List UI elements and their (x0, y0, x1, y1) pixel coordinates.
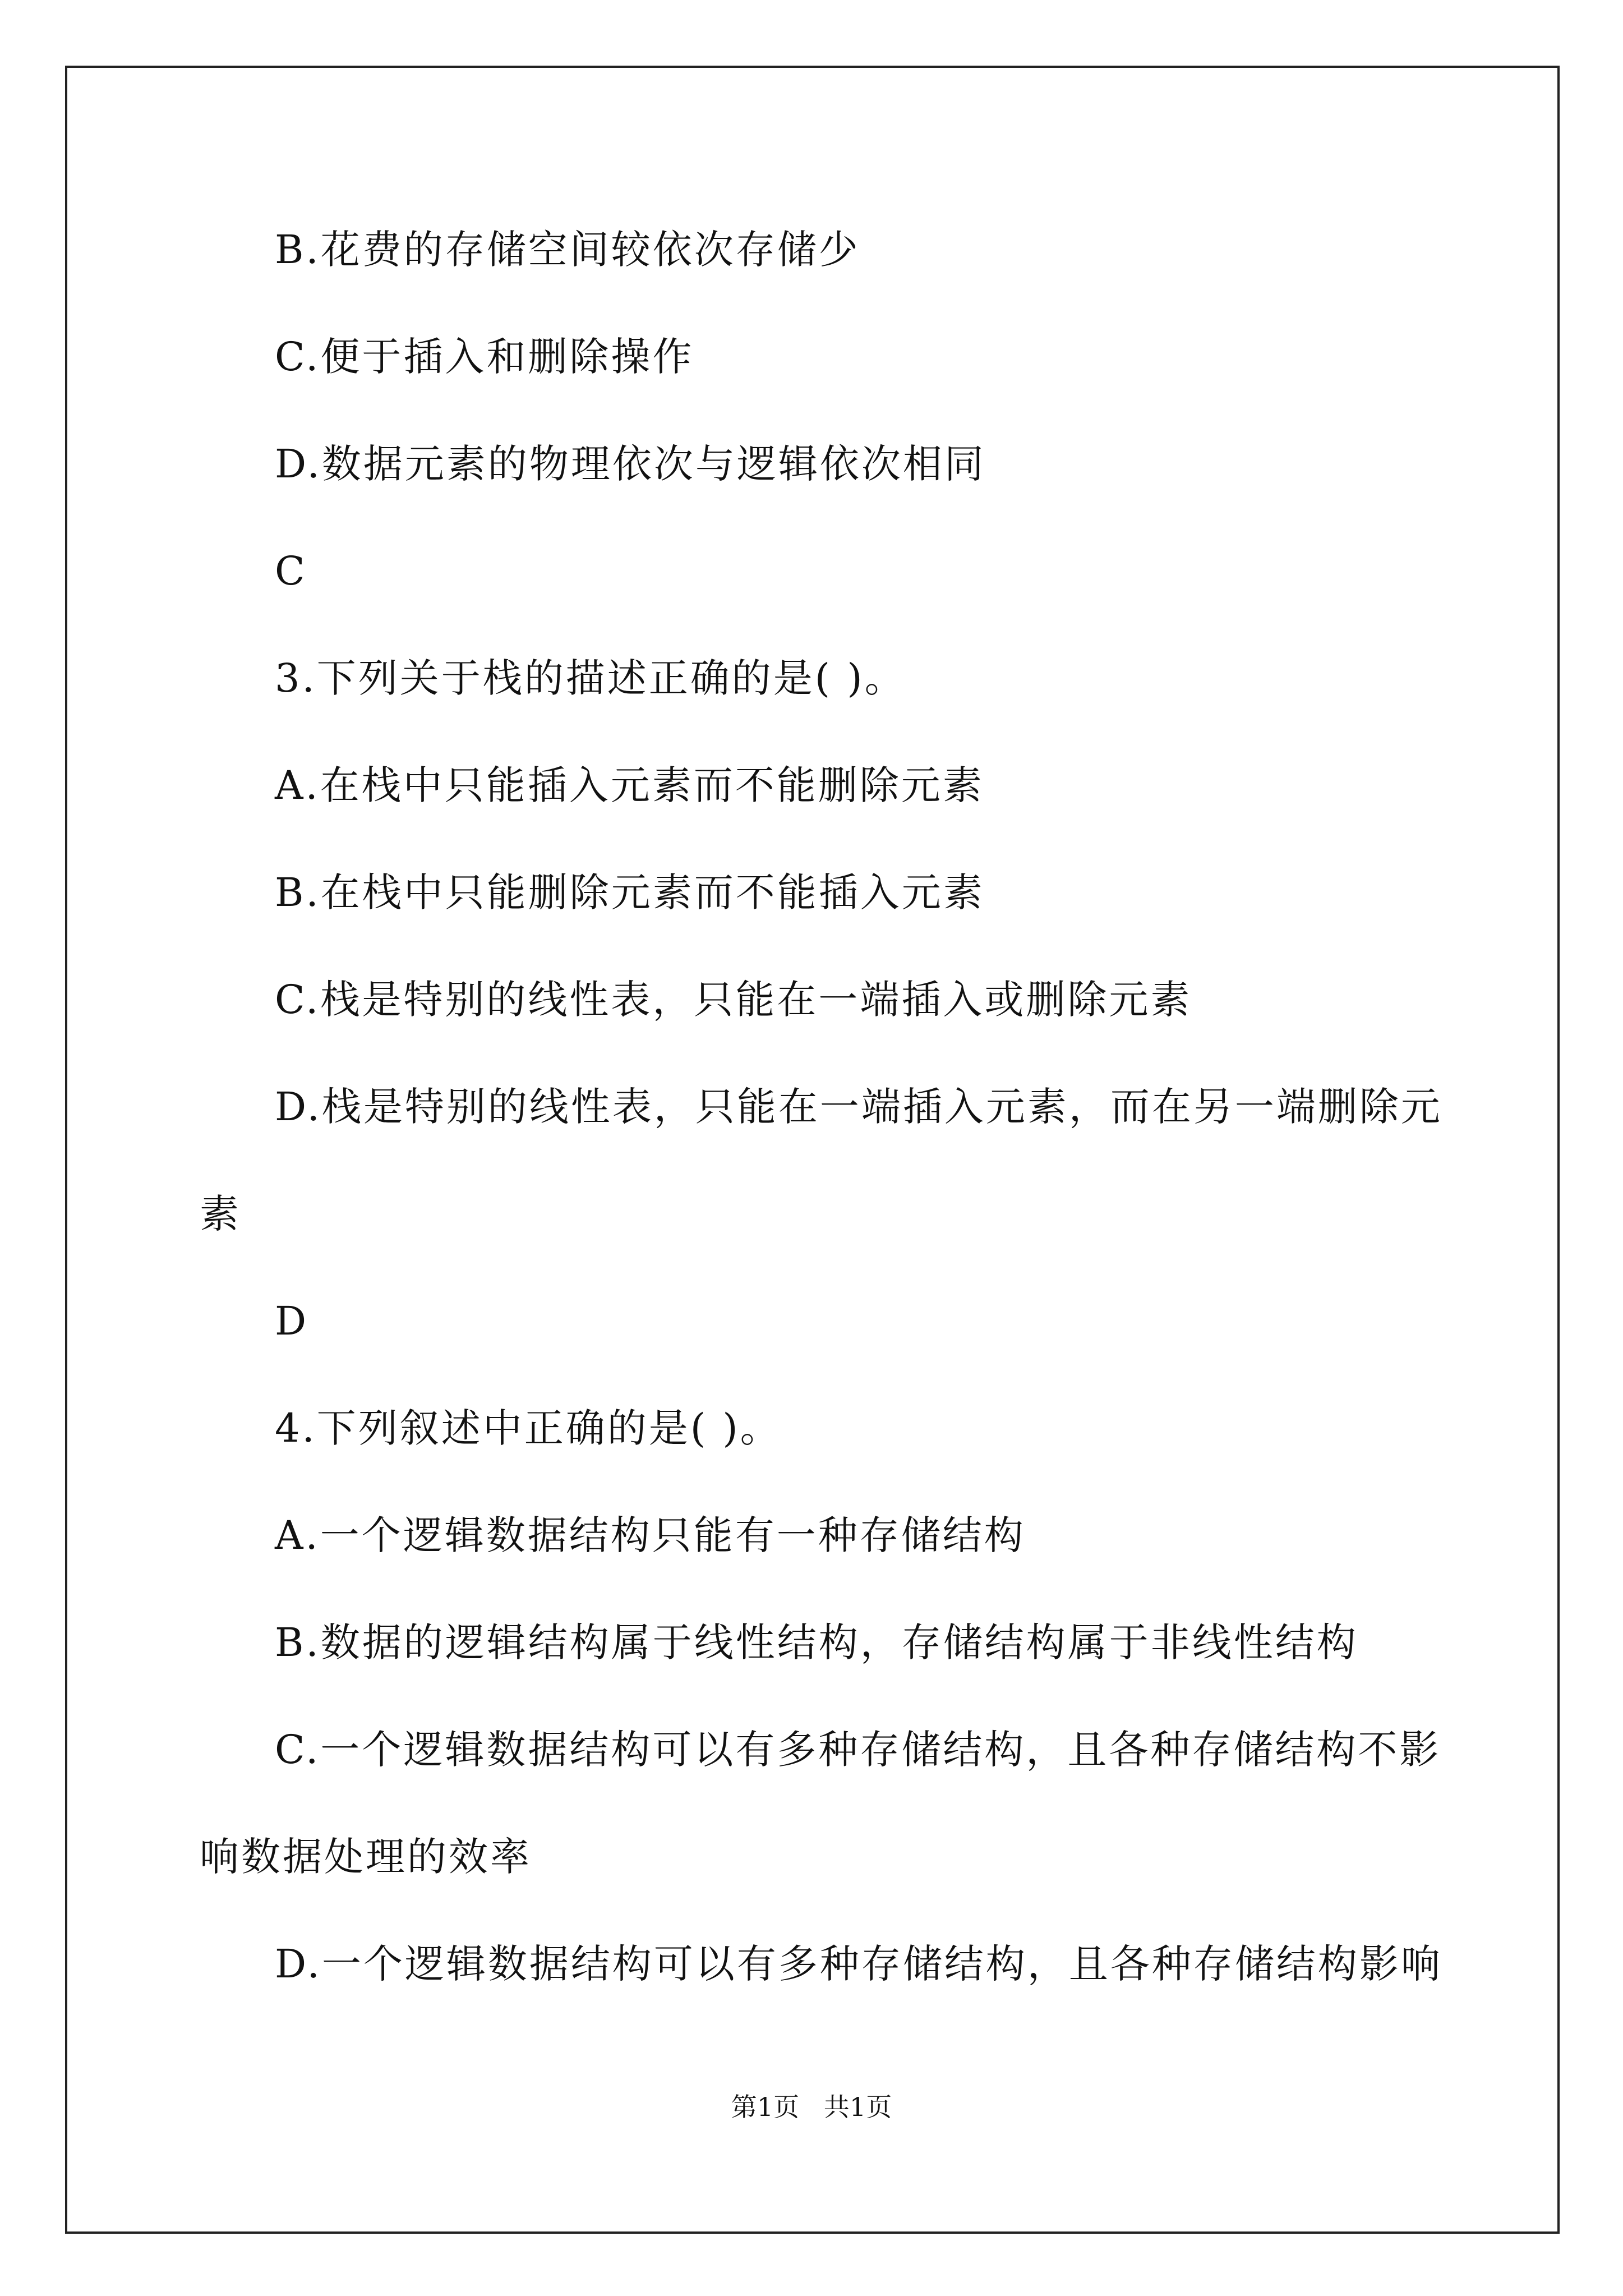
option-d-q4: D.一个逻辑数据结构可以有多种存储结构，且各种存储结构影响 (275, 1941, 1442, 1987)
question-3: 3.下列关于栈的描述正确的是( )。 (275, 655, 906, 701)
option-a-q4: A.一个逻辑数据结构只能有一种存储结构 (275, 1512, 1026, 1558)
option-d-q3-continued: 素 (200, 1191, 241, 1237)
option-c-q4-continued: 响数据处理的效率 (200, 1834, 532, 1880)
option-c-q2: C.便于插入和删除操作 (275, 334, 694, 380)
answer-q3: D (275, 1298, 309, 1344)
page-number-footer: 第1页 共1页 (731, 2092, 892, 2122)
option-b-q4: B.数据的逻辑结构属于线性结构，存储结构属于非线性结构 (275, 1619, 1358, 1665)
option-b-q2: B.花费的存储空间较依次存储少 (275, 227, 860, 273)
option-b-q3: B.在栈中只能删除元素而不能插入元素 (275, 869, 985, 915)
option-d-q2: D.数据元素的物理依次与逻辑依次相同 (275, 441, 986, 487)
option-c-q3: C.栈是特别的线性表，只能在一端插入或删除元素 (275, 977, 1192, 1023)
option-d-q3: D.栈是特别的线性表，只能在一端插入元素，而在另一端删除元 (275, 1084, 1442, 1130)
question-4: 4.下列叙述中正确的是( )。 (275, 1405, 782, 1451)
page-border (65, 66, 1560, 2234)
option-c-q4: C.一个逻辑数据结构可以有多种存储结构，且各种存储结构不影 (275, 1727, 1441, 1773)
answer-q2: C (275, 548, 307, 594)
option-a-q3: A.在栈中只能插入元素而不能删除元素 (275, 762, 984, 808)
